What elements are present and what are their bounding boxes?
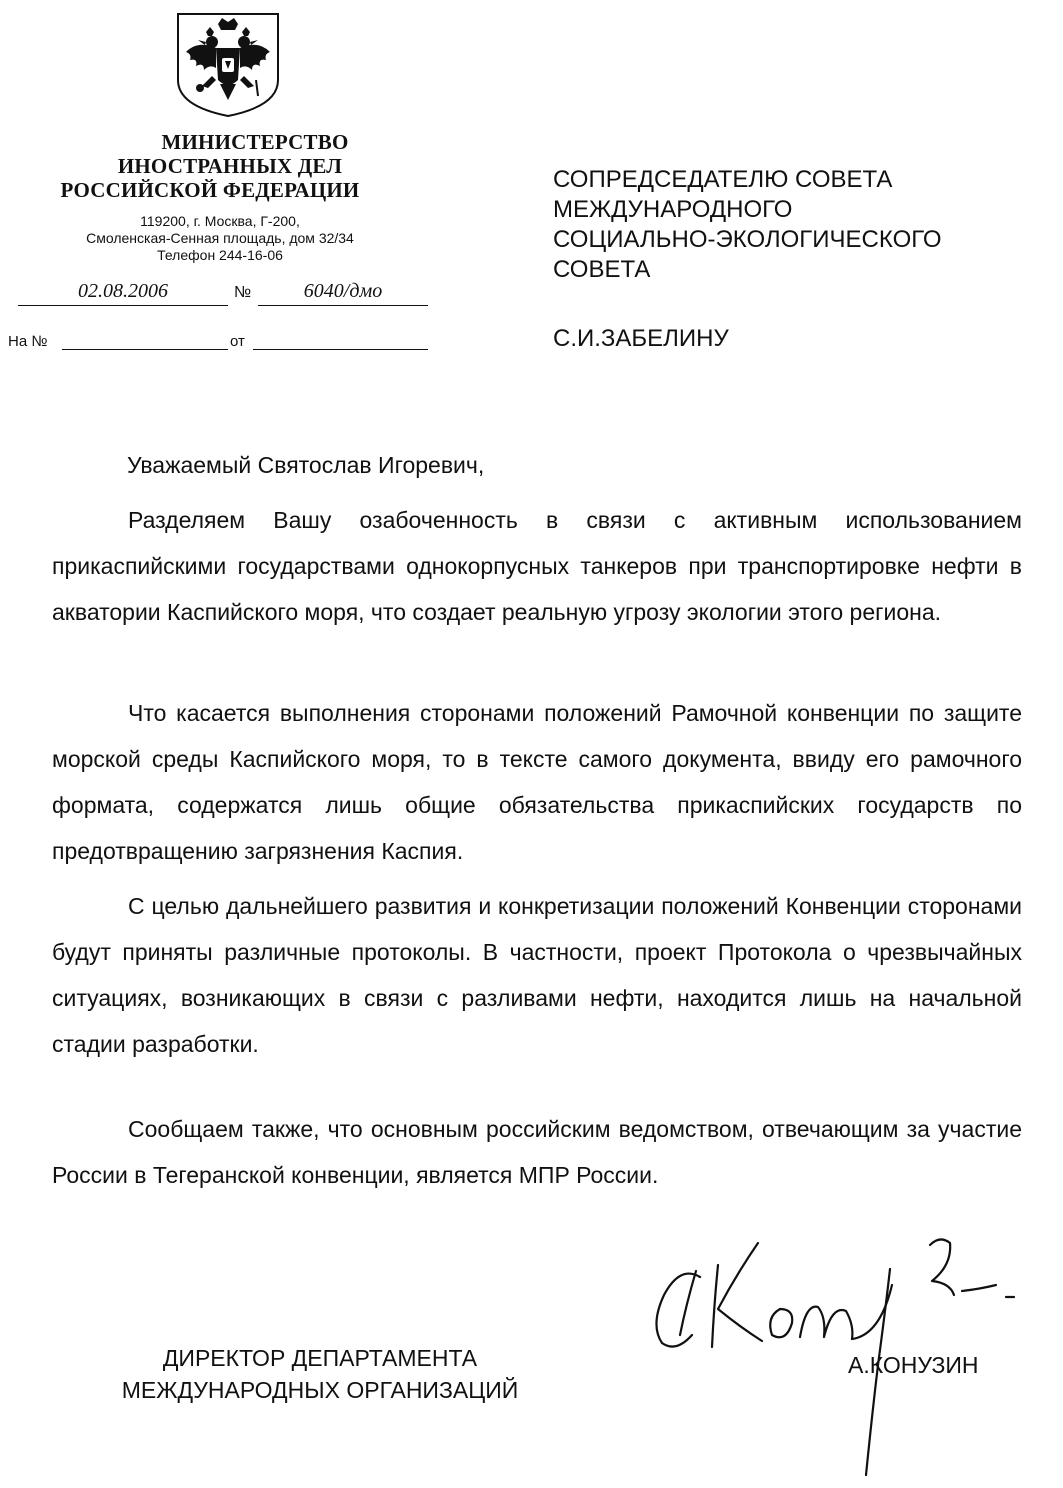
addressee-line: СОВЕТА bbox=[553, 256, 651, 283]
russian-coat-of-arms-icon bbox=[172, 10, 284, 118]
ministry-line: ИНОСТРАННЫХ ДЕЛ bbox=[117, 154, 343, 178]
reference-date-label: от bbox=[230, 333, 245, 350]
registration-date: 02.08.2006 bbox=[18, 278, 228, 306]
addressee-name: С.И.ЗАБЕЛИНУ bbox=[553, 325, 729, 352]
addressee-line: СОПРЕДСЕДАТЕЛЮ СОВЕТА bbox=[553, 166, 893, 193]
reference-number-label: На № bbox=[8, 333, 48, 350]
addressee-line: МЕЖДУНАРОДНОГО bbox=[553, 196, 793, 223]
ministry-address bbox=[40, 213, 400, 264]
reference-date-blank bbox=[253, 349, 428, 350]
registration-number-label: № bbox=[234, 284, 252, 301]
signatory-title-line: ДИРЕКТОР ДЕПАРТАМЕНТА bbox=[162, 1345, 478, 1371]
address-line: Телефон 244-16-06 bbox=[157, 247, 283, 263]
body-paragraph: Сообщаем также, что основным российским ведомством, отвечающим за участие России в Тегеранской конвенции, является МПР России. bbox=[52, 1116, 1022, 1188]
reference-number-blank bbox=[62, 349, 228, 350]
body-paragraph: С целью дальнейшего развития и конкретизации положений Конвенции сторонами будут приняты различные протоколы. В частности, проект Протокола о чрезвычайных ситуациях, возникающих в связи с разливами нефти, находится лишь на начальной стадии разработки. bbox=[52, 893, 1022, 1057]
addressee-title bbox=[553, 165, 1033, 285]
addressee-line: СОЦИАЛЬНО-ЭКОЛОГИЧЕСКОГО bbox=[553, 226, 942, 253]
ministry-line: МИНИСТЕРСТВО bbox=[161, 130, 349, 154]
body-paragraph: Что касается выполнения сторонами положений Рамочной конвенции по защите морской среды Каспийского моря, то в тексте самого документа, ввиду его рамочного формата, содержатся лишь общие обязательства прикаспийских государств по предотвращению загрязнения Каспия. bbox=[52, 700, 1022, 864]
address-line: 119200, г. Москва, Г-200, bbox=[140, 213, 300, 229]
ministry-name bbox=[40, 130, 380, 202]
salutation: Уважаемый Святослав Игоревич, bbox=[127, 452, 485, 478]
registration-line bbox=[8, 278, 428, 308]
signatory-title-line: МЕЖДУНАРОДНЫХ ОРГАНИЗАЦИЙ bbox=[121, 1377, 519, 1403]
registration-number: 6040/дмо bbox=[258, 278, 428, 306]
signatory-title bbox=[60, 1342, 580, 1406]
address-line: Смоленская-Сенная площадь, дом 32/34 bbox=[86, 230, 354, 246]
ministry-line: РОССИЙСКОЙ ФЕДЕРАЦИИ bbox=[60, 178, 360, 202]
reference-line bbox=[8, 333, 428, 357]
body-paragraph: Разделяем Вашу озабоченность в связи с активным использованием прикаспийскими государствами однокорпусных танкеров при транспортировке нефти в акватории Каспийского моря, что создает реальную угрозу экологии этого региона. bbox=[52, 507, 1022, 625]
signer-name: А.КОНУЗИН bbox=[848, 1352, 979, 1378]
